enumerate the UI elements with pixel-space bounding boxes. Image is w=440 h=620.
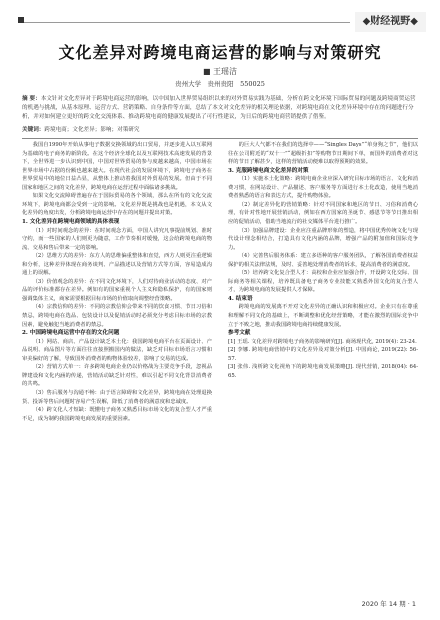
header-rule bbox=[24, 22, 350, 23]
body-paragraph: （4）宗教信仰的差异：不同的宗教信仰会带来不同的饮食习惯、节日习俗和禁忌，跨境电商在选品、包装设计以及促销活动时必须充分考虑目标市场的宗教因素，避免触犯当地消费者的禁忌。 bbox=[22, 304, 212, 328]
affiliation: 贵州大学 贵州贵阳 550025 bbox=[175, 80, 265, 88]
body-paragraph: 如果文化交流障碍普遍存在于国际贸易的各个领域，那么在所有的文化交流环境下，跨境电商都会受到一定的影响。文化差异既是挑战也是机遇，本文从文化差异的角度出发，分析跨境电商运营中存在的问题并提出对策。 bbox=[22, 193, 212, 217]
body-paragraph: （1）对时间观念的差异：在时间观念方面，中国人讲究凡事提前规划、准时守约，而一些国家的人们则更为随意，工作节奏相对缓慢，这会给跨境电商的物流、交易和售后带来一定的影响。 bbox=[22, 227, 212, 251]
section-heading: 2. 中国跨境电商运营中存在的文化问题 bbox=[22, 330, 120, 337]
section-divider bbox=[22, 138, 418, 139]
body-paragraph: （1）实施本土化策略：跨境电商企业应深入研究目标市场的语言、文化和消费习惯，在网站设计、产品描述、客户服务等方面进行本土化改造，使用当地消费者熟悉的语言和表达方式，提升购物体验。 bbox=[228, 176, 418, 200]
author: ■ 王瑶洁 bbox=[202, 67, 238, 76]
body-paragraph: （2）营销方式单一：许多跨境电商企业仍以价格战为主要竞争手段，忽视品牌建设和文化内涵的传递，营销活动缺乏针对性，难以引起不同文化背景消费者的共鸣。 bbox=[22, 364, 212, 388]
section-heading: 4. 结束语 bbox=[228, 295, 253, 302]
keywords bbox=[22, 126, 418, 135]
page-footer: 2020 年 14 期 · 1 bbox=[361, 600, 416, 608]
body-paragraph: （3）售后服务与沟通不畅：由于语言障碍和文化差异，跨境电商在处理退换货、投诉等售后问题时容易产生误解，降低了消费者的满意度和忠诚度。 bbox=[22, 389, 212, 405]
body-column-left bbox=[22, 141, 212, 423]
body-paragraph: （5）培养跨文化复合型人才：高校和企业应加强合作，开设跨文化交际、国际商务等相关课程，培养既具备电子商务专业技能又熟悉外国文化的复合型人才，为跨境电商的发展提供人才保障。 bbox=[228, 270, 418, 294]
body-paragraph: （1）网站、商店、产品设计缺乏本土化：我国跨境电商平台在页面设计、产品说明、商品图片等方面往往直接照搬国内的做法，缺乏对目标市场语言习惯和审美偏好的了解，导致国外消费者的购物体验较差，影响了交易的达成。 bbox=[22, 338, 212, 362]
body-paragraph: 跨境电商的发展离不开对文化差异的正确认识和积极应对。企业只有在尊重和理解不同文化的基础上，不断调整和优化经营策略，才能在激烈的国际竞争中立于不败之地，推动我国跨境电商持续健康发展。 bbox=[228, 304, 418, 328]
article-title: 文化差异对跨境电商运营的影响与对策研究 bbox=[58, 43, 382, 62]
abstract-label: 摘 要： bbox=[22, 96, 41, 102]
body-column-right bbox=[228, 141, 418, 380]
section-heading: 3. 克服跨境电商文化差异的对策 bbox=[228, 167, 309, 174]
page-header bbox=[0, 0, 440, 40]
section-heading: 1. 文化差异在跨境电商领域的具体表现 bbox=[22, 218, 120, 225]
keywords-text: 跨境电商；文化差异；影响；对策研究 bbox=[44, 127, 140, 133]
abstract bbox=[22, 95, 418, 122]
body-paragraph: 我国自1990年开始从事电子数据交换领域的出口贸易，并逐步进入以互联网为基础的电子商务的新阶段。在这个经济全球化以及互联网技术高速发展的背景下，全世界进一步认识到中国，中国对世界贸易的参与度越来越高，中国市场在世界市场中占据的份额也越来越大。在现代社会的发展环境下，跨境电子商务在世界贸易中的地位日益凸显，从整体上推动着我国对外贸易的发展。但由于不同国家和地区之间的文化差异，跨境电商在运营过程中面临诸多挑战。 bbox=[22, 142, 212, 191]
body-paragraph: （3）加强品牌建设：企业应注重品牌形象的塑造，将中国优秀传统文化与现代设计理念相结合，打造具有文化内涵的品牌，增强产品的附加值和国际竞争力。 bbox=[228, 227, 418, 251]
column-tag: ◆财经视野◆ bbox=[355, 12, 426, 32]
body-paragraph: （2）制定差异化的营销策略：针对不同国家和地区的节日、习俗和消费心理，有针对性地开展营销活动，例如在西方国家的圣诞节、感恩节等节日推出相应的促销活动，借助当地流行的社交媒体平台进行推广。 bbox=[228, 201, 418, 225]
abstract-text: 本文针对文化差异对于跨境电商运营的影响，以中国加入世界贸易组织以来的对外贸易实践为基础，分析在跨文化环境下国际贸易的问题及跨境商贸运营的机遇与挑战，从基本原理、运营方式、营销策略、自身条件等方面，总结了本文对文化差异的相关理论依据，对跨境电商在文化差异环境中存在的问题进行分析，并对如何建立更好的跨文化交流体系、推动跨境电商的健康发展提出了可行性建议，为日后的跨境电商营销提供了借鉴。 bbox=[22, 96, 416, 120]
body-paragraph: （3）价值观念的差异：在不同文化环境下，人们对待商业活动的态度、对产品的评价标准都存在差异。例如有的国家重视个人主义和隐私保护，有的国家则强调集体主义，商家需要根据目标市场的价值取向调整经营策略。 bbox=[22, 278, 212, 302]
keywords-label: 关键词： bbox=[22, 127, 45, 133]
reference-entry: [2] 李娜. 跨境电商营销中的文化差异及对策分析[J]. 中国商论, 2019(22): 56-57. bbox=[228, 347, 418, 362]
body-paragraph: （4）完善售后服务体系：建立多语种的客户服务团队，了解各国消费者权益保护的相关法律法规，及时、妥善地处理消费者的诉求，提高消费者的满意度。 bbox=[228, 253, 418, 268]
section-heading: 参考文献 bbox=[228, 330, 251, 337]
body-paragraph: （2）思维方式的差异：东方人的思维偏重整体和直觉，西方人则更注重逻辑和分析，这种差异体现在商务谈判、产品描述以及营销方式等方面，容易造成沟通上的误解。 bbox=[22, 253, 212, 277]
body-paragraph: 的巨大人气都不在我们的选择中——“Singles Days”“单身狗之节”，他们以往在公司附近的“双十一”“超级折扣”等购物节日期间下单，而国外的消费者对这样的节日了解甚少，这样的营销活动便难以取得预期的效果。 bbox=[228, 142, 418, 166]
reference-entry: [1] 王瑶. 文化差异对跨境电子商务的影响研究[J]. 商场现代化, 2019(4): 23-24. bbox=[228, 338, 417, 345]
reference-entry: [3] 张伟. 浅析跨文化视角下的跨境电商发展策略[J]. 现代营销, 2018(04): 64-65. bbox=[228, 364, 418, 379]
body-paragraph: （4）跨文化人才短缺：既懂电子商务又熟悉目标市场文化的复合型人才严重不足，成为制约我国跨境电商发展的重要因素。 bbox=[22, 407, 212, 422]
